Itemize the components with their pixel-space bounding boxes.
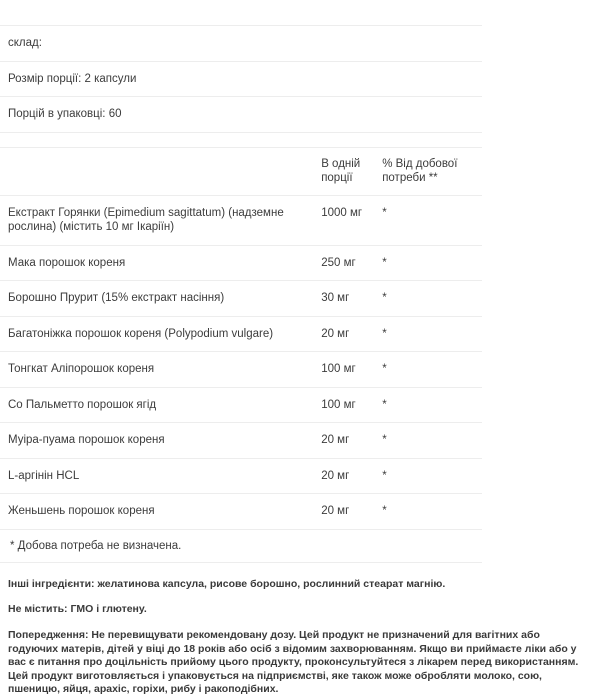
table-row	[0, 316, 482, 352]
ingredient-amount: 100 мг	[321, 398, 356, 411]
ingredient-name: Багатоніжка порошок кореня (Polypodium vulgare)	[8, 327, 274, 340]
ingredient-name: Муіра-пуама порошок кореня	[8, 434, 165, 446]
ingredient-daily-value: *	[382, 398, 387, 411]
table-row	[0, 458, 482, 494]
ingredient-daily-value: *	[382, 363, 387, 375]
footer-notes	[0, 563, 600, 697]
free-from-text: Не містить: ГМО і глютену.	[8, 603, 147, 615]
ingredient-amount: 20 мг	[321, 505, 350, 517]
table-row	[0, 494, 482, 530]
warning-text: Попередження: Не перевищувати рекомендовану дозу. Цей продукт не призначений для вагітних або годуючих матерів, дітей у віці до 18 років або осіб з відомим захворюванням. Якщо ви приймаєте ліки або у вас є питання про доцільність прийому цього продукту, проконсультуйтеся з лікарем перед використанням. Цей продукт виготовляється і упаковується на підприємстві, яке також може обробляти молоко, сою, пшеницю, яйця, арахіс, горіхи, рибу і ракоподібних.	[8, 629, 579, 695]
ingredient-name: Екстракт Горянки (Epimedium sagittatum) (надземне рослина) (містить 10 мг Ікаріїн)	[8, 206, 284, 233]
ingredient-daily-value: *	[382, 206, 387, 219]
column-header-name	[0, 147, 313, 195]
ingredient-amount: 250 мг	[321, 256, 356, 269]
servings-per-container-text: Порцій в упаковці: 60	[8, 108, 122, 120]
ingredient-name: Мака порошок кореня	[8, 256, 126, 269]
table-row	[0, 245, 482, 281]
ingredient-daily-value: *	[382, 434, 387, 446]
ingredient-amount: 20 мг	[321, 327, 350, 340]
ingredient-name: Тонгкат Аліпорошок кореня	[8, 363, 155, 375]
ingredient-daily-value: *	[382, 469, 387, 482]
ingredient-name: Женьшень порошок кореня	[8, 505, 155, 517]
table-top-spacer	[0, 0, 482, 26]
ingredient-name: Борошно Прурит (15% екстракт насіння)	[8, 292, 225, 304]
table-row-serving-size	[0, 61, 482, 97]
ingredient-name: Со Пальметто порошок ягід	[8, 398, 157, 411]
column-header-daily-value: % Від добової потреби **	[382, 157, 458, 184]
table-row	[0, 387, 482, 423]
table-row	[0, 195, 482, 245]
table-row-servings-per-container	[0, 97, 482, 133]
table-row-blank-spacer	[0, 132, 482, 147]
ingredient-amount: 1000 мг	[321, 206, 363, 219]
ingredient-daily-value: *	[382, 505, 387, 517]
daily-value-footnote: * Добова потреба не визначена.	[10, 539, 182, 552]
ingredient-amount: 20 мг	[321, 469, 350, 482]
column-header-amount-per-serving: В одній порції	[321, 157, 361, 184]
composition-label: склад:	[8, 37, 42, 49]
table-row-footnote	[0, 529, 482, 563]
serving-size-text: Розмір порції: 2 капсули	[8, 72, 137, 85]
ingredient-amount: 30 мг	[321, 292, 350, 304]
table-row	[0, 423, 482, 459]
table-row	[0, 352, 482, 388]
ingredient-name: L-аргінін HCL	[8, 469, 80, 482]
ingredient-daily-value: *	[382, 292, 387, 304]
ingredient-amount: 100 мг	[321, 363, 356, 375]
ingredient-amount: 20 мг	[321, 434, 350, 446]
ingredient-daily-value: *	[382, 327, 387, 340]
ingredient-daily-value: *	[382, 256, 387, 269]
table-header-row	[0, 147, 482, 195]
table-row	[0, 281, 482, 317]
other-ingredients-text: Інші інгредієнти: желатинова капсула, рисове борошно, рослинний стеарат магнію.	[8, 578, 446, 590]
table-row-composition-label	[0, 26, 482, 62]
